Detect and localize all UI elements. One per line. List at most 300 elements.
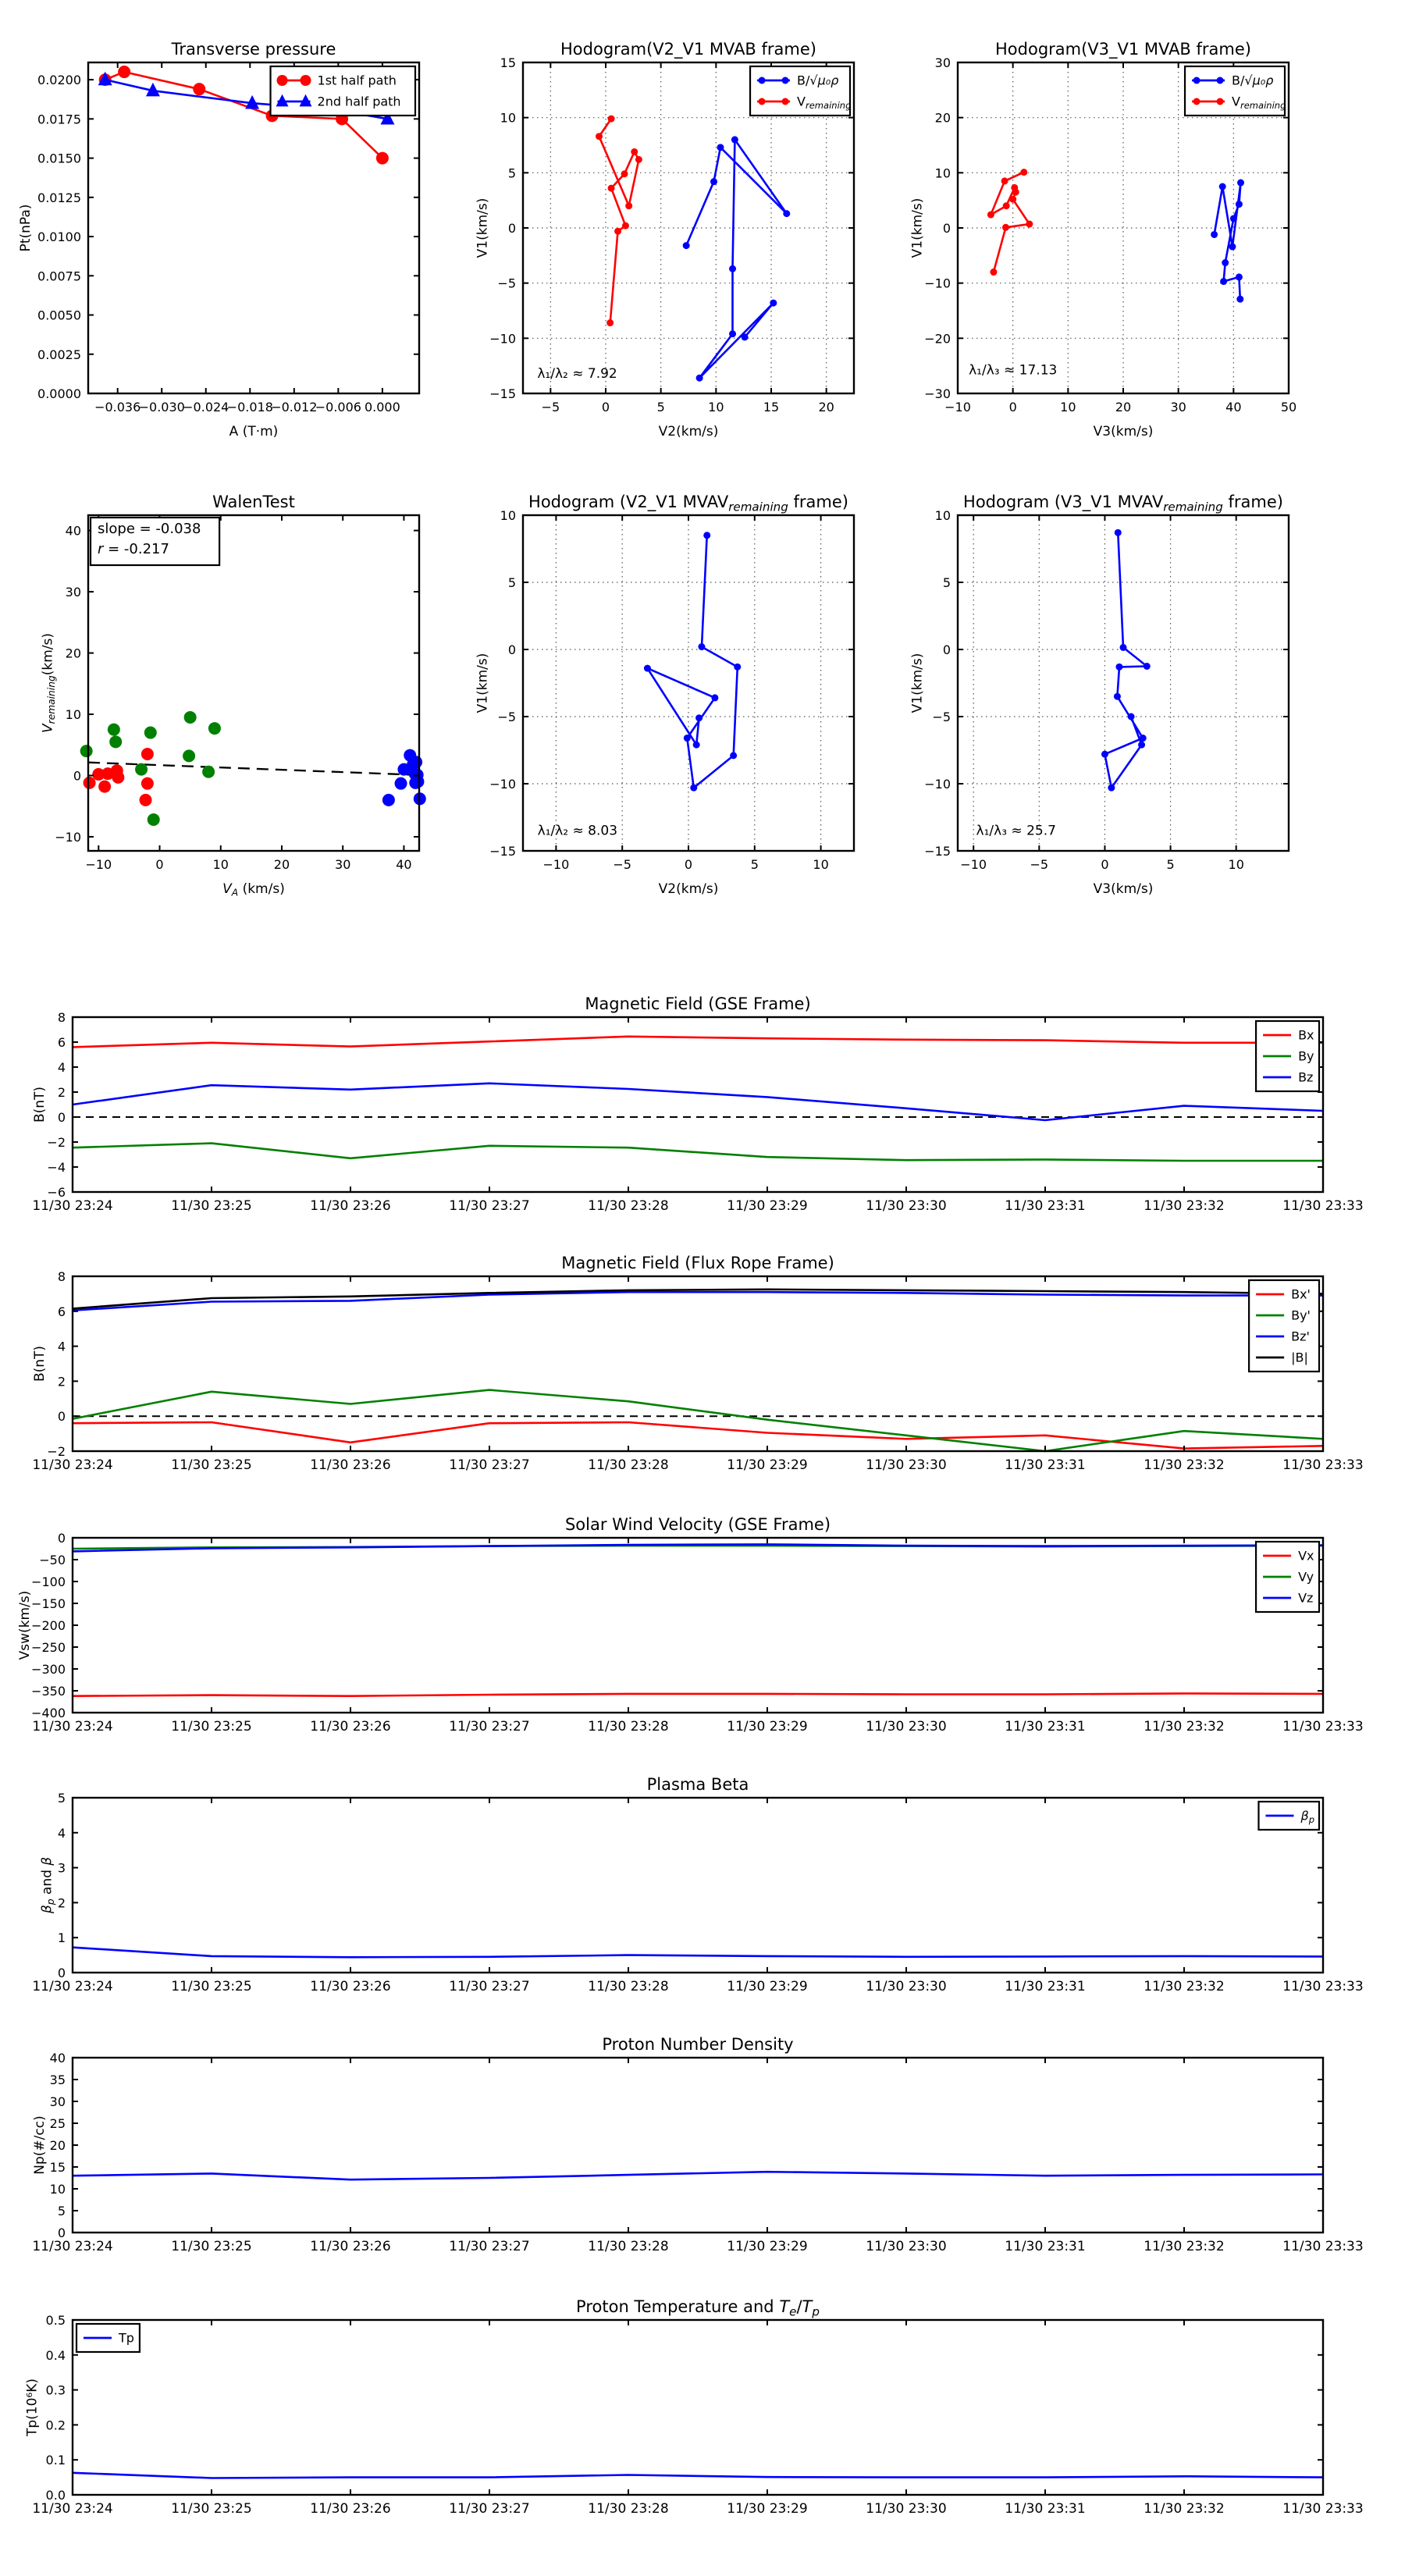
x-tick-label: 11/30 23:27	[449, 2239, 530, 2254]
point-b-alfven	[1222, 259, 1229, 266]
y-axis-label: B(nT)	[32, 1086, 48, 1123]
point-v-remaining	[1012, 189, 1019, 196]
y-axis-label: V1(km/s)	[909, 653, 926, 713]
y-tick-label: 10	[500, 508, 516, 523]
y-tick-label: −30	[924, 386, 951, 401]
annotation: λ₁/λ₃ ≈ 17.13	[969, 362, 1058, 379]
y-tick-label: 5	[507, 575, 516, 590]
chart-svg	[475, 493, 854, 897]
y-tick-label: −5	[497, 710, 516, 724]
series-by-prime	[73, 1390, 1323, 1451]
x-axis-label: V3(km/s)	[1093, 881, 1154, 897]
x-tick-label: 11/30 23:27	[449, 1979, 530, 1994]
legend	[1249, 1280, 1319, 1372]
y-tick-label: 2	[57, 1085, 66, 1100]
series-bx-prime	[73, 1422, 1323, 1449]
x-tick-label: 11/30 23:32	[1144, 1198, 1225, 1214]
chart-svg	[18, 40, 419, 439]
point-scatter-green	[208, 722, 221, 735]
x-tick-label: 30	[1170, 400, 1186, 415]
panel-plasma-beta	[32, 1775, 1364, 1994]
y-tick-label: 10	[65, 707, 81, 723]
point-v-remaining	[608, 185, 615, 192]
x-tick-label: 11/30 23:25	[171, 2239, 252, 2254]
point-b-alfven	[1140, 735, 1147, 742]
y-tick-label: 0	[57, 1110, 66, 1125]
y-axis-label: Vsw(km/s)	[17, 1590, 33, 1660]
x-tick-label: 11/30 23:27	[449, 1719, 530, 1735]
y-tick-label: 5	[57, 1791, 66, 1806]
x-axis-label: V2(km/s)	[658, 424, 719, 439]
point-first-half-path	[376, 152, 389, 165]
y-tick-label: 0	[57, 2226, 66, 2240]
point-scatter-green	[135, 763, 148, 776]
point-b-alfven	[783, 210, 790, 217]
x-tick-label: 20	[1115, 400, 1132, 415]
chart-title: WalenTest	[212, 493, 295, 511]
x-tick-label: 11/30 23:33	[1282, 2239, 1364, 2254]
y-tick-label: 4	[57, 1825, 66, 1841]
legend	[76, 2324, 140, 2352]
plot-area	[910, 493, 1289, 897]
legend	[750, 66, 851, 116]
y-tick-label: 6	[57, 1304, 66, 1319]
x-tick-label: 11/30 23:25	[171, 1979, 252, 1994]
legend-label: B/√μ₀ρ	[797, 73, 839, 88]
chart-svg	[909, 493, 1289, 897]
point-scatter-green	[184, 711, 197, 724]
point-b-alfven	[1144, 663, 1151, 670]
panel-magnetic-field-flux-rope	[32, 1254, 1364, 1473]
point-b-alfven	[1114, 693, 1121, 700]
chart-title: Magnetic Field (Flux Rope Frame)	[561, 1254, 834, 1272]
legend	[271, 66, 415, 116]
y-tick-label: 3	[57, 1860, 66, 1876]
x-tick-label: 11/30 23:28	[588, 1719, 669, 1735]
point-b-alfven	[684, 735, 691, 742]
y-tick-label: −15	[489, 844, 516, 859]
x-tick-label: 10	[708, 400, 724, 415]
legend-marker	[1193, 77, 1200, 84]
y-tick-label: −10	[924, 276, 951, 291]
y-tick-label: 30	[934, 55, 951, 70]
legend-label: By'	[1291, 1308, 1311, 1323]
legend-marker	[1193, 98, 1200, 105]
x-tick-label: 11/30 23:28	[588, 1198, 669, 1214]
chart-svg	[909, 40, 1297, 439]
point-b-alfven	[1120, 644, 1127, 651]
x-tick-label: 11/30 23:30	[866, 2239, 947, 2254]
legend-label: $V_{remaining}$	[797, 94, 852, 112]
legend-marker	[301, 75, 311, 86]
x-tick-label: 11/30 23:27	[449, 1457, 530, 1473]
legend-label: 1st half path	[317, 73, 397, 88]
annotation: λ₁/λ₂ ≈ 8.03	[537, 823, 618, 839]
point-b-alfven	[710, 178, 717, 185]
x-tick-label: 11/30 23:29	[727, 1457, 808, 1473]
annotation: λ₁/λ₂ ≈ 7.92	[537, 366, 617, 382]
axes-frame	[73, 1798, 1323, 1973]
y-tick-label: 40	[49, 2051, 66, 2065]
legend	[1256, 1021, 1319, 1091]
stat-text: r = -0.217	[98, 541, 169, 557]
x-tick-label: 11/30 23:33	[1282, 1457, 1364, 1473]
x-tick-label: 40	[1225, 400, 1242, 415]
point-v-remaining	[990, 269, 997, 276]
x-tick-label: 11/30 23:28	[588, 2239, 669, 2254]
legend-label: Vy	[1298, 1569, 1314, 1585]
point-b-alfven	[731, 136, 738, 143]
legend-label: |B|	[1291, 1350, 1308, 1365]
y-axis-label: Tp(10⁶K)	[24, 2378, 41, 2437]
x-tick-label: 11/30 23:30	[866, 1719, 947, 1735]
y-tick-label: 0.0200	[37, 73, 81, 88]
y-axis-label: V1(km/s)	[475, 653, 491, 713]
point-b-alfven	[729, 265, 736, 272]
x-tick-label: 5	[750, 857, 759, 872]
point-scatter-blue	[410, 756, 422, 768]
point-scatter-red	[141, 748, 154, 760]
y-tick-label: −10	[55, 829, 81, 845]
y-tick-label: 20	[65, 646, 81, 661]
point-scatter-red	[98, 781, 111, 793]
y-tick-label: 1	[57, 1930, 66, 1946]
y-tick-label: −4	[47, 1160, 66, 1175]
point-b-alfven	[1115, 664, 1122, 671]
x-tick-label: 11/30 23:24	[32, 1979, 113, 1994]
point-scatter-red	[140, 794, 152, 806]
y-tick-label: −100	[31, 1574, 66, 1589]
point-scatter-red	[141, 777, 154, 790]
plot-hodogram-v3v1-mvab	[909, 40, 1297, 439]
point-b-alfven	[730, 752, 737, 759]
y-tick-label: 0	[57, 1409, 66, 1425]
point-b-alfven	[695, 714, 702, 721]
x-tick-label: 0	[1101, 857, 1109, 872]
x-tick-label: 11/30 23:24	[32, 2239, 113, 2254]
point-b-alfven	[683, 242, 690, 249]
chart-title: Hodogram (V2_V1 $MVAV_{remaining}$ frame)	[528, 493, 848, 514]
point-b-alfven	[734, 664, 741, 671]
y-tick-label: 0	[57, 1531, 66, 1546]
y-tick-label: 0.0150	[37, 151, 81, 166]
point-v-remaining	[622, 222, 629, 229]
legend-label: Bz	[1298, 1069, 1314, 1085]
x-tick-label: 11/30 23:26	[310, 2501, 391, 2517]
y-tick-label: 2	[57, 1374, 66, 1389]
y-tick-label: 0.0075	[37, 269, 81, 284]
y-tick-label: −15	[924, 844, 951, 859]
x-tick-label: 11/30 23:27	[449, 2501, 530, 2517]
y-axis-label: Np(#/cc)	[32, 2115, 48, 2175]
chart-title: Hodogram(V2_V1 MVAB frame)	[560, 40, 816, 59]
x-tick-label: 11/30 23:26	[310, 1719, 391, 1735]
point-v-remaining	[631, 148, 638, 155]
series-np	[73, 2172, 1323, 2179]
point-scatter-green	[183, 749, 195, 762]
x-tick-label: −5	[1030, 857, 1049, 872]
x-tick-label: 11/30 23:31	[1005, 1979, 1086, 1994]
y-tick-label: 10	[934, 165, 951, 181]
y-tick-label: 0	[57, 1966, 66, 1980]
x-tick-label: 10	[1228, 857, 1244, 872]
y-tick-label: −10	[489, 331, 516, 347]
y-tick-label: 0.0100	[37, 229, 81, 245]
series-tp	[73, 2473, 1323, 2478]
legend-label: B/√μ₀ρ	[1232, 73, 1274, 88]
point-v-remaining	[1009, 196, 1016, 203]
plot-walen-test	[40, 493, 419, 898]
x-tick-label: 50	[1280, 400, 1297, 415]
plot-area	[41, 493, 426, 898]
y-tick-label: −6	[47, 1185, 66, 1200]
legend-marker	[759, 77, 766, 84]
y-tick-label: 4	[57, 1060, 66, 1075]
legend-label: Vz	[1298, 1590, 1314, 1606]
x-tick-label: −0.036	[94, 400, 141, 415]
plot-hodogram-v3v1-mvav	[909, 493, 1289, 897]
x-axis-label: V2(km/s)	[658, 881, 719, 897]
point-b-alfven	[1236, 296, 1243, 303]
chart-title: Hodogram (V3_V1 $MVAV_{remaining}$ frame)	[963, 493, 1283, 514]
x-tick-label: 10	[813, 857, 829, 872]
y-tick-label: 20	[934, 110, 951, 126]
plot-area	[32, 1254, 1364, 1473]
point-b-alfven	[711, 694, 718, 701]
x-tick-label: 11/30 23:31	[1005, 1198, 1086, 1214]
stat-text: slope = -0.038	[98, 521, 201, 537]
point-v-remaining	[1020, 169, 1027, 176]
y-tick-label: 0.0	[45, 2488, 66, 2503]
y-tick-label: 0.1	[45, 2453, 66, 2468]
point-v-remaining	[606, 319, 614, 326]
plot-area	[32, 1775, 1363, 1994]
y-axis-label: Pt(nPa)	[18, 204, 34, 252]
y-tick-label: 10	[500, 110, 516, 126]
axes-frame	[73, 1538, 1323, 1713]
point-v-remaining	[1002, 224, 1009, 231]
point-first-half-path	[193, 83, 205, 95]
series-bx	[73, 1037, 1323, 1048]
x-tick-label: 11/30 23:26	[310, 1198, 391, 1214]
y-tick-label: 5	[57, 2204, 66, 2218]
point-b-alfven	[696, 375, 703, 382]
point-scatter-red	[84, 777, 96, 789]
y-tick-label: 0.0000	[37, 386, 81, 401]
point-scatter-green	[148, 813, 160, 826]
chart-svg	[17, 1515, 1364, 1735]
x-tick-label: 11/30 23:30	[866, 2501, 947, 2517]
y-axis-label: B(nT)	[32, 1345, 48, 1382]
y-tick-label: 0	[73, 768, 81, 784]
point-b-alfven	[1236, 273, 1243, 280]
x-tick-label: 0	[601, 400, 610, 415]
x-tick-label: −0.024	[183, 400, 229, 415]
y-tick-label: 0.2	[45, 2418, 66, 2433]
point-scatter-blue	[382, 794, 395, 806]
y-tick-label: −10	[924, 777, 951, 792]
y-tick-label: 0.0025	[37, 347, 81, 362]
y-tick-label: 35	[49, 2073, 66, 2087]
point-b-alfven	[703, 532, 710, 539]
point-b-alfven	[1219, 183, 1226, 190]
x-tick-label: 0	[684, 857, 693, 872]
x-tick-label: 11/30 23:28	[588, 1457, 669, 1473]
point-b-alfven	[1211, 231, 1218, 238]
x-tick-label: 11/30 23:28	[588, 2501, 669, 2517]
x-tick-label: 11/30 23:30	[866, 1198, 947, 1214]
y-tick-label: 25	[49, 2116, 66, 2131]
plot-area	[475, 40, 855, 439]
point-b-alfven	[742, 333, 749, 340]
y-axis-label: $\beta_p$ and β	[39, 1856, 57, 1914]
y-tick-label: −5	[932, 710, 951, 724]
y-tick-label: 10	[934, 508, 951, 523]
x-axis-label: V3(km/s)	[1093, 424, 1154, 439]
x-tick-label: 11/30 23:25	[171, 1457, 252, 1473]
x-tick-label: 11/30 23:27	[449, 1198, 530, 1214]
legend-label: Bz'	[1291, 1329, 1310, 1344]
y-tick-label: 5	[507, 165, 516, 181]
x-tick-label: 11/30 23:24	[32, 1198, 113, 1214]
series-by	[73, 1144, 1323, 1161]
legend-label: 2nd half path	[317, 94, 401, 109]
x-tick-label: 11/30 23:30	[866, 1457, 947, 1473]
x-tick-label: 11/30 23:29	[727, 1719, 808, 1735]
point-v-remaining	[635, 156, 642, 163]
y-tick-label: −300	[31, 1662, 66, 1677]
legend-marker	[782, 98, 789, 105]
y-tick-label: 6	[57, 1035, 66, 1050]
plot-area	[32, 2035, 1364, 2254]
y-tick-label: 5	[942, 575, 951, 590]
y-tick-label: −2	[47, 1135, 66, 1150]
x-tick-label: 11/30 23:32	[1144, 1719, 1225, 1735]
x-tick-label: −5	[613, 857, 631, 872]
point-b-alfven	[770, 300, 777, 307]
point-b-alfven	[1236, 201, 1243, 208]
y-tick-label: −200	[31, 1618, 66, 1633]
x-tick-label: 0.000	[364, 400, 400, 415]
legend-marker	[277, 75, 288, 86]
x-tick-label: 11/30 23:29	[727, 1198, 808, 1214]
point-scatter-green	[80, 745, 93, 757]
y-tick-label: −250	[31, 1640, 66, 1655]
legend-label: Bx	[1298, 1027, 1314, 1043]
x-tick-label: 11/30 23:26	[310, 1979, 391, 1994]
legend-label: $V_{remaining}$	[1232, 94, 1286, 112]
point-b-alfven	[644, 665, 651, 672]
chart-title: Solar Wind Velocity (GSE Frame)	[564, 1515, 831, 1534]
y-tick-label: −10	[489, 777, 516, 792]
x-tick-label: 5	[1166, 857, 1175, 872]
y-tick-label: −5	[497, 276, 516, 291]
point-b-alfven	[1108, 785, 1115, 792]
plot-transverse-pressure	[18, 40, 419, 439]
x-tick-label: 11/30 23:33	[1282, 1979, 1364, 1994]
y-tick-label: 8	[57, 1269, 66, 1284]
point-b-alfven	[1128, 713, 1135, 720]
chart-svg	[32, 2035, 1364, 2254]
x-tick-label: 40	[396, 857, 412, 872]
point-first-half-path	[118, 66, 130, 78]
x-tick-label: −0.018	[226, 400, 273, 415]
series-b-alfven	[1215, 183, 1241, 299]
x-tick-label: 11/30 23:28	[588, 1979, 669, 1994]
x-tick-label: 20	[818, 400, 834, 415]
x-tick-label: 11/30 23:25	[171, 2501, 252, 2517]
point-v-remaining	[608, 116, 615, 123]
point-scatter-green	[109, 735, 122, 748]
y-tick-label: 8	[57, 1010, 66, 1025]
axes-frame	[73, 1276, 1323, 1451]
x-tick-label: 11/30 23:32	[1144, 1457, 1225, 1473]
y-tick-label: −50	[39, 1553, 66, 1567]
y-tick-label: −2	[47, 1444, 66, 1459]
x-tick-label: −10	[542, 857, 570, 872]
panel-proton-density	[32, 2035, 1364, 2254]
x-tick-label: −0.012	[271, 400, 318, 415]
chart-title: Transverse pressure	[171, 40, 336, 59]
x-tick-label: 11/30 23:31	[1005, 2501, 1086, 2517]
x-tick-label: 20	[273, 857, 290, 872]
chart-svg	[32, 994, 1364, 1214]
y-tick-label: 0	[942, 221, 951, 236]
plot-area	[475, 493, 855, 897]
chart-title: Magnetic Field (GSE Frame)	[585, 994, 811, 1013]
x-tick-label: −10	[960, 857, 987, 872]
point-b-alfven	[729, 330, 736, 337]
axes-frame	[73, 2320, 1323, 2495]
point-v-remaining	[1001, 177, 1008, 184]
y-tick-label: 0	[507, 221, 516, 236]
x-tick-label: 11/30 23:25	[171, 1198, 252, 1214]
x-tick-label: 11/30 23:32	[1144, 1979, 1225, 1994]
point-scatter-green	[202, 766, 215, 778]
x-tick-label: −5	[541, 400, 560, 415]
point-b-alfven	[1220, 278, 1227, 285]
x-tick-label: 30	[335, 857, 351, 872]
panel-proton-temperature	[24, 2297, 1364, 2517]
plot-area	[910, 40, 1297, 439]
axes-frame	[958, 515, 1289, 851]
x-tick-label: 5	[656, 400, 665, 415]
point-v-remaining	[625, 202, 632, 209]
y-tick-label: 0	[507, 642, 516, 657]
x-tick-label: 11/30 23:25	[171, 1719, 252, 1735]
chart-svg	[32, 1254, 1364, 1473]
y-axis-label: V1(km/s)	[475, 197, 491, 258]
point-scatter-blue	[395, 777, 407, 790]
x-tick-label: 11/30 23:30	[866, 1979, 947, 1994]
x-tick-label: 0	[155, 857, 164, 872]
axes-frame	[73, 2058, 1323, 2233]
chart-title: Proton Temperature and $T_e/T_p$	[576, 2297, 820, 2319]
y-tick-label: 30	[65, 585, 81, 600]
y-tick-label: 0.0050	[37, 308, 81, 323]
x-tick-label: 11/30 23:29	[727, 2501, 808, 2517]
x-tick-label: 11/30 23:29	[727, 2239, 808, 2254]
plot-area	[25, 2297, 1364, 2517]
y-tick-label: 15	[500, 55, 516, 70]
legend-marker	[782, 77, 789, 84]
point-scatter-red	[112, 771, 124, 784]
series-beta-p	[73, 1948, 1323, 1958]
point-b-alfven	[1138, 742, 1145, 749]
series-b-alfven	[1104, 532, 1147, 788]
legend-marker	[759, 98, 766, 105]
x-tick-label: 15	[763, 400, 780, 415]
